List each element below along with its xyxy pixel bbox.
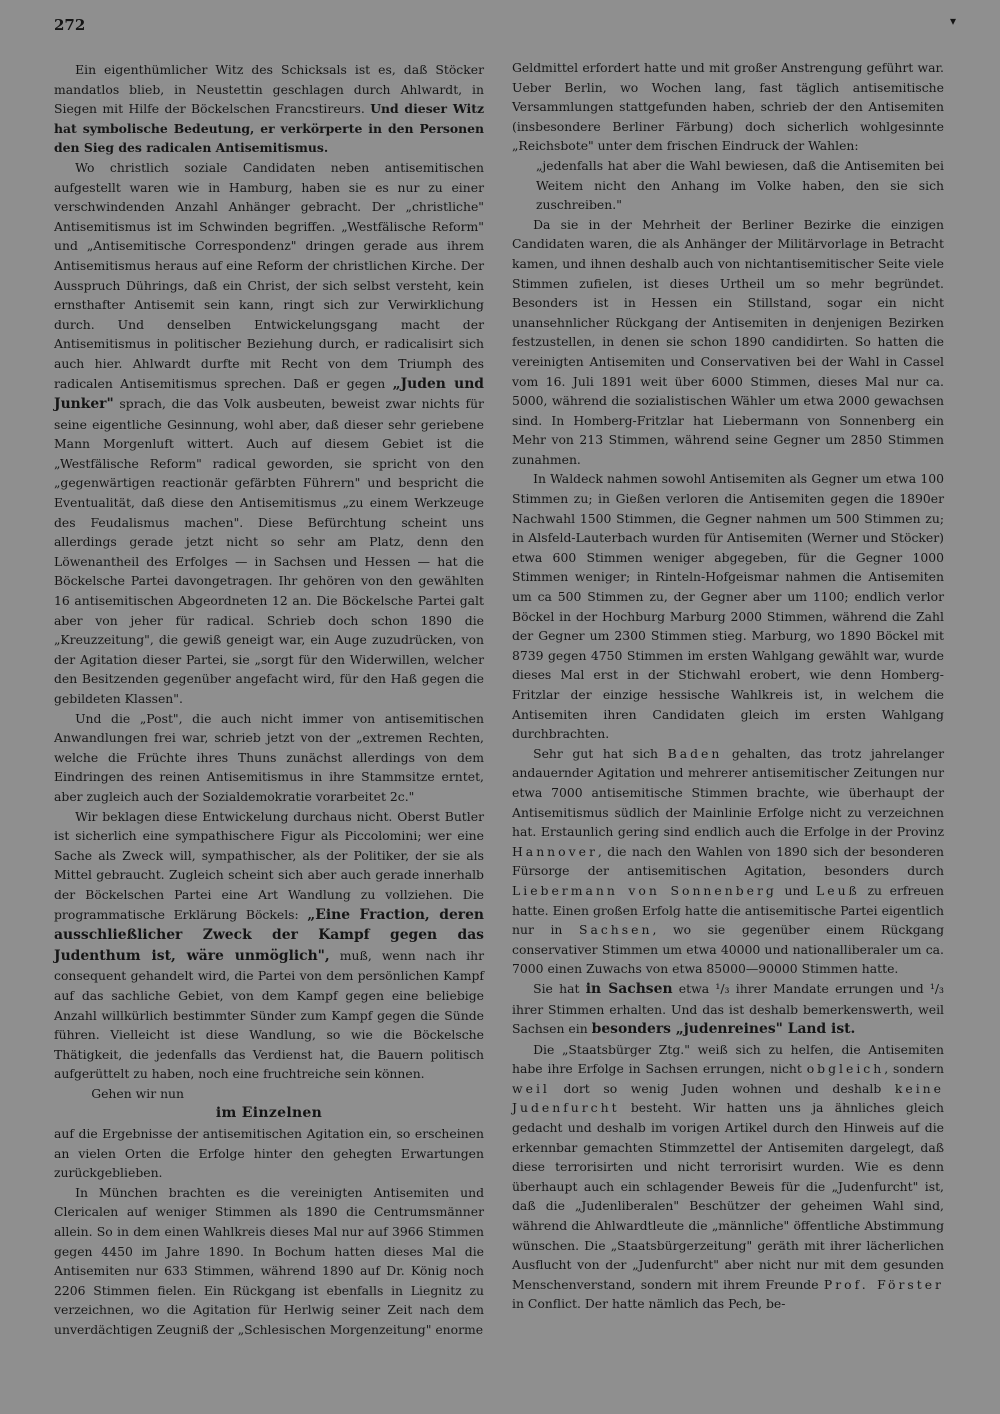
paragraph: In München brachten es die vereinigten Antisemiten und Clericalen auf weniger Stimmen als 1890 die Centrumsmänner allein. So in dem einen Wahlkreis dieses Mal nur auf 3966 Stimmen gegen 4450 im Jahre 1890. In Bochum hatten dieses Mal die Antisemiten nur 633 Stimmen, während 1890 auf Dr. König noch 2206 Stimmen fielen. Ein Rückgang ist ebenfalls in Liegnitz zu verzeichnen, wo die Agitation für Herlwig seiner Zeit nach dem unverdächtigen Zeugniß der „Schlesischen Morgenzeitung" enorme xyxy=(54,1184,484,1337)
paragraph: Sie hat in Sachsen etwa ¹/₃ ihrer Mandate errungen und ¹/₃ ihrer Stimmen erhalten. Und das ist deshalb bemerkenswerth, weil Sachsen ein besonders „judenreines" Land ist. xyxy=(512,980,944,1038)
corner-mark: ▾ xyxy=(950,14,957,28)
paragraph: Und die „Post", die auch nicht immer von antisemitischen Anwandlungen frei war, schrieb jetzt von der „extremen Rechten, welche die Früchte ihres Thuns zunächst allerdings von dem Eindringen des reinen Antisemitismus in ihre Stammsitze erntet, aber zugleich auch der Sozialdemokratie vorarbeitet 2c." xyxy=(54,710,484,804)
section-heading: im Einzelnen xyxy=(215,1105,323,1122)
left-column xyxy=(54,60,484,1340)
page-number: 272 xyxy=(54,16,86,34)
paragraph: Sehr gut hat sich Baden gehalten, das trotz jahrelanger andauernder Agitation und mehrerer antisemitischer Zeitungen nur etwa 7000 antisemitische Stimmen brachte, wie überhaupt der Antisemitismus südlich der Mainlinie Erfolge nicht zu verzeichnen hat. Erstaunlich gering sind endlich auch die Erfolge in der Provinz Hannover, die nach den Wahlen von 1890 sich der besonderen Fürsorge der antisemitischen Agitation, besonders durch Liebermann von Sonnenberg und Leuß zu erfreuen hatte. Einen großen Erfolg hatte die antisemitische Partei eigentlich nur in Sachsen, wo sie gegenüber einem Rückgang conservativer Stimmen um etwa 40000 und nationalliberaler um ca. 7000 einen Zuwachs von etwa 85000—90000 Stimmen hatte. xyxy=(512,745,944,977)
paragraph: Gehen wir nun xyxy=(91,1085,185,1101)
paragraph: Ein eigenthümlicher Witz des Schicksals ist es, daß Stöcker mandatlos blieb, in Neustettin geschlagen durch Ahlwardt, in Siegen mit Hilfe der Böckelschen Francstireurs. Und dieser Witz hat symbolische Bedeutung, er verkörperte in den Personen den Sieg des radicalen Antisemitismus. xyxy=(54,62,484,156)
paragraph: Geldmittel erfordert hatte und mit großer Anstrengung geführt war. Ueber Berlin, wo Wochen lang, fast täglich antisemitische Versammlungen stattgefunden haben, schrieb der den Antisemiten (insbesondere Berliner Färbung) doch sicherlich wohlgesinnte „Reichsbote" unter dem frischen Eindruck der Wahlen: xyxy=(512,60,944,154)
emphasis-judenreines-land: besonders „judenreines" Land ist. xyxy=(591,1021,856,1038)
paragraph: Die „Staatsbürger Ztg." weiß sich zu helfen, die Antisemiten habe ihre Erfolge in Sachsen errungen, nicht obgleich, sondern weil dort so wenig Juden wohnen und deshalb keine Judenfurcht besteht. Wir hatten uns ja ähnliches gleich gedacht und deshalb im vorigen Artikel durch den Hinweis auf die erkennbar gemachten Stimmzettel der Antisemiten dargelegt, daß diese terrorisirten und nicht terrorisirt wurden. Wie es denn überhaupt auch ein schlagender Beweis für die „Judenfurcht" ist, daß die „Judenliberalen" Beschützer der geheimen Wahl sind, während die Ahlwardtleute die „männliche" öffentliche Abstimmung wünschen. Die „Staatsbürgerzeitung" geräth mit ihrer lächerlichen Ausflucht von der „Judenfurcht" aber nicht nur mit dem gesunden Menschenverstand, sondern mit ihrem Freunde Prof. Förster in Conflict. Der hatte nämlich das Pech, be- xyxy=(512,1041,945,1312)
right-column xyxy=(512,58,944,1314)
paragraph: Wo christlich soziale Candidaten neben antisemitischen aufgestellt waren wie in Hamburg, haben sie es nur zu einer verschwindenden Anzahl Anhänger gebracht. Der „christliche" Antisemitismus ist im Schwinden begriffen. „Westfälische Reform" und „Antisemitische Correspondenz" dringen gerade aus ihrem Antisemitismus heraus auf eine Reform der christlichen Kirche. Der Ausspruch Dührings, daß ein Christ, der sich selbst versteht, kein ernsthafter Antisemit sein kann, ringt sich zur Verwirklichung durch. Und denselben Entwickelungsgang macht der Antisemitismus in politischer Beziehung durch, er radicalisirt sich auch hier. Ahlwardt durfte mit Recht von dem Triumph des radicalen Antisemitismus sprechen. Daß er gegen „Juden und Junker" sprach, die das Volk ausbeuten, beweist zwar nichts für seine eigentliche Gesinnung, wohl aber, daß dieser sehr geriebene Mann Morgenluft wittert. Auch auf diesem Gebiet ist die „Westfälische Reform" radical geworden, sie spricht von den „gegenwärtigen reactionär gefärbten Führern" und bespricht die Eventualität, daß diese den Antisemitismus „zu einem Werkzeuge des Feudalismus machen". Diese Befürchtung scheint uns allerdings gerade jetzt nicht so sehr am Platz, denn den Löwenantheil des Erfolges — in Sachsen und Hessen — hat die Böckelsche Partei davongetragen. Ihr gehören von den gewählten 16 antisemitischen Abgeordneten 12 an. Die Böckelsche Partei galt aber von jeher für radical. Schrieb doch schon 1890 die „Kreuzzeitung", die gewiß geneigt war, ein Auge zuzudrücken, von der Agitation dieser Partei, sie „sorgt für den Widerwillen, welcher den Besitzenden gegenüber angefacht wird, für den Haß gegen die gebildeten Klassen". xyxy=(54,159,484,706)
emphasis-juden-und-junker: „Juden und Junker" xyxy=(54,375,484,413)
paragraph: auf die Ergebnisse der antisemitischen Agitation ein, so erscheinen an vielen Orten die Erfolge hinter den gehegten Erwartungen zurückgeblieben. xyxy=(54,1126,484,1181)
block-quote: „jedenfalls hat aber die Wahl bewiesen, daß die Antisemiten bei Weitem nicht den Anhang im Volke haben, den sie sich zuschreiben." xyxy=(536,157,944,213)
paragraph: Wir beklagen diese Entwickelung durchaus nicht. Oberst Butler ist sicherlich eine sympathischere Figur als Piccolomini; wer eine Sache als Zweck will, sympathischer, als der Politiker, der sie als Mittel gebraucht. Zugleich scheint sich aber auch gerade innerhalb der Böckelschen Partei eine Art Wandlung zu vollziehen. Die programmatische Erklärung Böckels: „Eine Fraction, deren ausschließlicher Zweck der Kampf gegen das Judenthum ist, wäre unmöglich", muß, wenn nach ihr consequent gehandelt wird, die Partei von dem persönlichen Kampf auf das sachliche Gebiet, von dem Kampf gegen eine beliebige Anzahl willkürlich bestimmter Sünder zum Kampf gegen die Sünde führen. Vielleicht ist diese Wandlung, so wie die Böckelsche Thätigkeit, die jedenfalls das Verdienst hat, die Bauern politisch aufgerüttelt zu haben, noch eine fruchtreiche sein können. xyxy=(54,808,484,1082)
paragraph: In Waldeck nahmen sowohl Antisemiten als Gegner um etwa 100 Stimmen zu; in Gießen verloren die Antisemiten gegen die 1890er Nachwahl 1500 Stimmen, die Gegner nahmen um 500 Stimmen zu; in Alsfeld-Lauterbach wurden für Antisemiten (Werner und Stöcker) etwa 600 Stimmen weniger abgegeben, für die Gegner 1000 Stimmen weniger; in Rinteln-Hofgeismar nahmen die Antisemiten um ca 500 Stimmen zu, der Gegner aber um 1100; endlich verlor Böckel in der Hochburg Marburg 2000 Stimmen, während die Zahl der Gegner um 2300 Stimmen stieg. Marburg, wo 1890 Böckel mit 8739 gegen 4750 Stimmen im ersten Wahlgang gewählt war, wurde dieses Mal erst in der Stichwahl erobert, wie denn Homberg-Fritzlar der einzige hessische Wahlkreis ist, in welchem die Antisemiten ihren Candidaten gleich im ersten Wahlgang durchbrachten. xyxy=(512,471,944,742)
emphasis-boeckel-declaration: „Eine Fraction, deren ausschließlicher Zweck der Kampf gegen das Judenthum ist, wäre unmöglich", xyxy=(54,906,484,964)
paragraph: Da sie in der Mehrheit der Berliner Bezirke die einzigen Candidaten waren, die als Anhänger der Militärvorlage in Betracht kamen, und ihnen deshalb auch von nichtantisemitischer Seite viele Stimmen zufielen, ist dieses Urtheil um so mehr begründet. Besonders ist in Hessen ein Stillstand, sogar ein nicht unansehnlicher Rückgang der Antisemiten in denjenigen Bezirken festzustellen, in denen sie schon 1890 candidirten. So hatten die vereinigten Antisemiten und Conservativen bei der Wahl in Cassel vom 16. Juli 1891 weit über 6000 Stimmen, dieses Mal nur ca. 5000, während die sozialistischen Wähler um etwa 2000 gewachsen sind. In Homberg-Fritzlar hat Liebermann von Sonnenberg ein Mehr von 213 Stimmen, während seine Gegner um 2850 Stimmen zunahmen. xyxy=(512,216,944,467)
